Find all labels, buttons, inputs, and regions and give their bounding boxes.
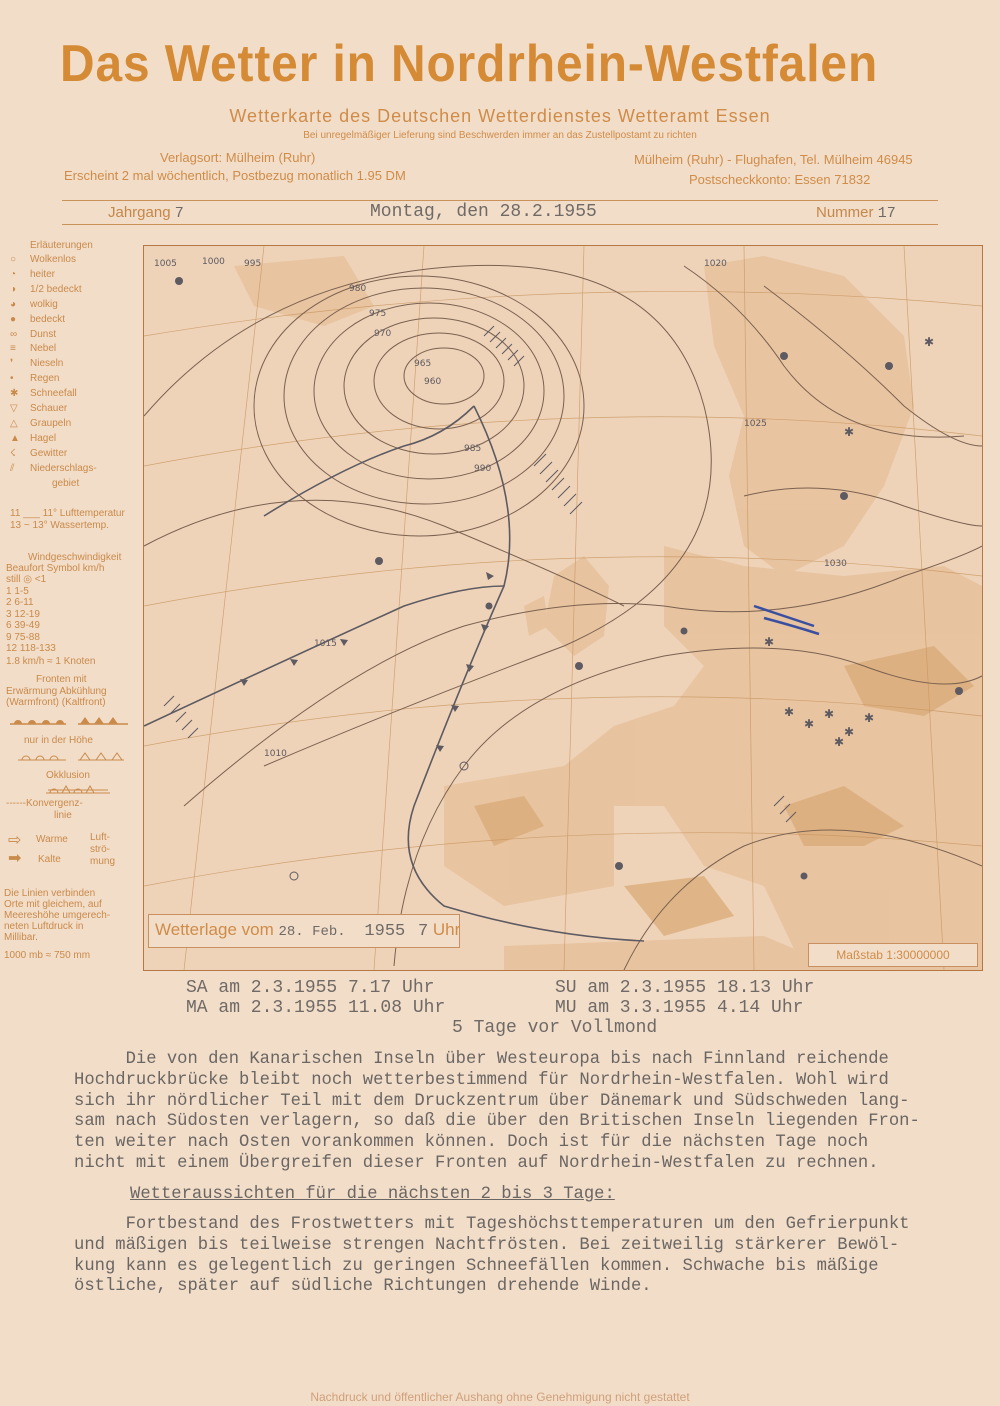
legend-fronts-kinds: (Warmfront) (Kaltfront) [6, 697, 106, 708]
weather-description [74, 1050, 954, 1175]
map-caption-date: 28. Feb. [278, 924, 346, 940]
legend-symbol-label: Nebel [30, 343, 57, 355]
text-line: Hochdruckbrücke bleibt noch wetterbestimmend für Nordrhein-Westfalen. Wohl wird [74, 1070, 889, 1090]
legend-wind-row: 3 12-19 [6, 608, 40, 620]
map-caption [148, 914, 460, 948]
legend-symbol-item [10, 418, 71, 429]
legend-symbol-label: Wolkenlos [30, 254, 76, 265]
weather-map [143, 245, 983, 971]
isobar-label: 1005 [154, 259, 177, 269]
legend-wind-row: 9 75-88 [6, 631, 40, 643]
svg-text:✱: ✱ [924, 335, 935, 349]
legend-luft: Luft- [90, 832, 111, 843]
page-title: Das Wetter in Nordrhein-Westfalen [60, 35, 879, 93]
legend-symbol-item [10, 358, 63, 369]
legend-symbol-item [10, 314, 65, 325]
map-caption-prefix: Wetterlage vom [155, 920, 274, 939]
legend-hoehe: nur in der Höhe [24, 735, 93, 746]
warm-arrow-icon: ⇨ [8, 832, 22, 849]
text-line: und mäßigen bis teilweise strengen Nachtfrösten. Bei zeitweilig stärkerer Bewöl- [74, 1235, 900, 1255]
cold-arrow-icon: ➡ [8, 850, 22, 867]
footer-notice: Nachdruck und öffentlicher Aushang ohne Genehmigung nicht gestattet [310, 1390, 690, 1404]
moonset: MU am 3.3.1955 4.14 Uhr [555, 998, 804, 1018]
isobar-label: 990 [474, 464, 492, 474]
nummer-value: 17 [877, 205, 896, 222]
postscheck: Postscheckkonto: Essen 71832 [689, 172, 871, 187]
weather-symbol-icon: ∞ [10, 328, 18, 340]
svg-text:✱: ✱ [844, 425, 855, 439]
isobar-label: 1020 [704, 259, 727, 269]
legend-wind-heading: Windgeschwindigkeit [28, 552, 122, 563]
legend-water-temp: 13 ~ 13° Wassertemp. [10, 520, 109, 531]
legend-symbol-item [10, 403, 67, 414]
legend-symbol-label: Graupeln [30, 417, 72, 429]
legend-stroe: strö- [90, 844, 110, 855]
legend-wind-row: 6 39-49 [6, 620, 40, 631]
legend-wind-cols: Beaufort Symbol km/h [6, 563, 105, 574]
delivery-notice: Bei unregelmäßiger Lieferung sind Beschwerden immer an das Zustellpostamt zu richten [303, 130, 697, 141]
map-scale: Maßstab 1:30000000 [808, 943, 978, 967]
verlagsort: Verlagsort: Mülheim (Ruhr) [160, 150, 316, 165]
legend-symbol-label: Schneefall [30, 388, 77, 400]
svg-text:✱: ✱ [764, 635, 775, 649]
weather-symbol-icon: ◑ [10, 283, 17, 295]
text-line: sam nach Südosten verlagern, so daß die über den Britischen Inseln liegenden Fron- [74, 1112, 920, 1132]
text-line: kung kann es gelegentlich zu geringen Schneefällen kommen. Schwache bis mäßige [74, 1256, 879, 1276]
legend-kalte: Kalte [38, 854, 61, 865]
legend-wind-row: 1 1-5 [6, 585, 29, 597]
weather-symbol-icon: ☇ [10, 447, 16, 459]
legend-konvergenz: ------Konvergenz- [6, 798, 83, 809]
text-line: Die von den Kanarischen Inseln über Westeuropa bis nach Finnland reichende [74, 1050, 889, 1069]
legend-symbol-item [10, 329, 56, 340]
legend-symbol-label: Nieseln [30, 358, 64, 370]
map-caption-hour: 7 [417, 922, 429, 941]
legend-symbol-label: 1/2 bedeckt [30, 283, 82, 295]
moon-phase: 5 Tage vor Vollmond [452, 1018, 658, 1038]
weather-symbol-icon: ◔ [10, 268, 17, 280]
weather-symbol-icon: ≡ [10, 343, 16, 355]
legend-symbol-item [10, 373, 59, 384]
subtitle: Wetterkarte des Deutschen Wetterdienstes Wetteramt Essen [229, 106, 771, 126]
legend-symbol-item [10, 448, 67, 459]
legend-knots: 1.8 km/h ≈ 1 Knoten [6, 656, 96, 667]
legend-symbol-item [10, 388, 77, 399]
isobar-label: 985 [464, 444, 482, 454]
map-caption-year: 1955 [364, 922, 406, 941]
nummer [816, 204, 896, 222]
forecast-text [74, 1215, 954, 1298]
svg-text:✱: ✱ [864, 711, 875, 725]
legend-symbol-label: Dunst [30, 328, 57, 340]
legend-note-line: Die Linien verbinden [4, 888, 96, 899]
legend-note-line: Millibar. [4, 932, 38, 943]
legend-symbol-label: wolkig [30, 298, 58, 310]
isobar-label: 1015 [314, 639, 337, 649]
weather-symbol-icon: ⫽ [10, 462, 15, 474]
legend-warme: Warme [36, 834, 68, 845]
svg-text:✱: ✱ [824, 707, 835, 721]
weather-symbol-icon: • [10, 373, 14, 385]
legend-wind-row: 2 6-11 [6, 597, 34, 608]
isobar-label: 975 [369, 309, 387, 319]
weather-symbol-icon: ▽ [10, 403, 18, 414]
legend-symbol-label: Schauer [30, 403, 68, 414]
nummer-label: Nummer [816, 204, 874, 221]
legend-symbol-label: Niederschlags- [30, 462, 97, 474]
issue-date: Montag, den 28.2.1955 [370, 202, 597, 222]
text-line: nicht mit einem Übergreifen dieser Fronten auf Nordrhein-Westfalen zu rechnen. [74, 1153, 879, 1173]
isobar-label: 1010 [264, 749, 287, 759]
header-rule-top [62, 200, 938, 201]
isobar-label: 960 [424, 377, 442, 387]
legend-symbol-item [10, 433, 56, 444]
isobar-label: 1025 [744, 419, 767, 429]
legend-wind-row: still ◎ <1 [6, 574, 47, 585]
jahrgang-label: Jahrgang [108, 204, 171, 221]
sunrise: SA am 2.3.1955 7.17 Uhr [186, 978, 435, 998]
text-line: sich ihr nördlicher Teil mit dem Druckzentrum über Dänemark und Südschweden lang- [74, 1091, 910, 1111]
jahrgang [108, 204, 184, 222]
isobar-label: 970 [374, 329, 392, 339]
address: Mülheim (Ruhr) - Flughafen, Tel. Mülheim 46945 [634, 152, 913, 167]
text-line: östliche, später auf südliche Richtungen drehende Winde. [74, 1277, 652, 1297]
legend-symbol-label: Gewitter [30, 447, 68, 459]
legend-okklusion: Okklusion [46, 770, 90, 781]
weather-symbol-icon: ● [10, 313, 17, 325]
weather-symbol-icon: ❜ [10, 358, 14, 370]
jahrgang-value: 7 [174, 205, 184, 222]
isobar-label: 1030 [824, 559, 847, 569]
legend-symbol-item [10, 299, 58, 310]
weather-map-drawing [144, 246, 982, 970]
legend-symbol-item [10, 254, 76, 265]
legend-air-temp: 11 ___ 11° Lufttemperatur [10, 508, 125, 519]
forecast-heading: Wetteraussichten für die nächsten 2 bis 3 Tage: [130, 1185, 615, 1204]
legend-fronts-types: Erwärmung Abkühlung [6, 686, 107, 697]
legend-symbol-label: heiter [30, 268, 56, 280]
legend-symbol-item [10, 269, 55, 280]
legend-symbol-label: Regen [30, 373, 60, 385]
header-rule-bottom [62, 224, 938, 225]
weather-symbol-icon: △ [10, 417, 18, 429]
isobar-label: 980 [349, 284, 367, 294]
legend-wind-row: 12 118-133 [6, 643, 56, 654]
legend-heading: Erläuterungen [30, 240, 93, 251]
legend-mung: mung [90, 856, 116, 867]
legend-symbol-item [10, 343, 56, 354]
legend-konvergenz-2: linie [54, 810, 72, 821]
sunset: SU am 2.3.1955 18.13 Uhr [555, 978, 815, 998]
legend-symbol-label: bedeckt [30, 313, 66, 325]
publication-info: Erscheint 2 mal wöchentlich, Postbezug monatlich 1.95 DM [64, 168, 406, 183]
legend-conversion: 1000 mb ≈ 750 mm [4, 950, 91, 961]
isobar-label: 965 [414, 359, 432, 369]
moonrise: MA am 2.3.1955 11.08 Uhr [186, 998, 446, 1018]
legend-symbol-label: gebiet [52, 477, 80, 489]
weather-symbol-icon: ▲ [10, 432, 20, 444]
occlusion-symbol [44, 782, 114, 796]
weather-symbol-icon: ✱ [10, 388, 19, 400]
legend-symbol-item [10, 284, 82, 295]
weather-symbol-icon: ○ [10, 254, 17, 265]
legend-fronts-heading: Fronten mit [36, 674, 87, 685]
svg-text:✱: ✱ [844, 725, 855, 739]
svg-text:✱: ✱ [804, 717, 815, 731]
map-caption-suffix: Uhr [432, 920, 461, 939]
text-line: Fortbestand des Frostwetters mit Tageshöchsttemperaturen um den Gefrierpunkt [74, 1215, 910, 1234]
legend-note-line: neten Luftdruck in [4, 921, 84, 932]
weather-symbol-icon: ◕ [10, 298, 17, 310]
legend-symbol-item [10, 463, 97, 474]
legend-symbol-item [32, 478, 79, 489]
text-line: ten weiter nach Osten vorankommen können. Doch ist für die nächsten Tage noch [74, 1133, 869, 1153]
legend-note-line: Orte mit gleichem, auf [4, 899, 102, 910]
legend-note-line: Meereshöhe umgerech- [4, 910, 111, 921]
legend-symbol-label: Hagel [30, 432, 57, 444]
isobar-label: 995 [244, 259, 262, 269]
svg-text:✱: ✱ [834, 735, 845, 749]
svg-text:✱: ✱ [784, 705, 795, 719]
isobar-label: 1000 [202, 257, 225, 267]
